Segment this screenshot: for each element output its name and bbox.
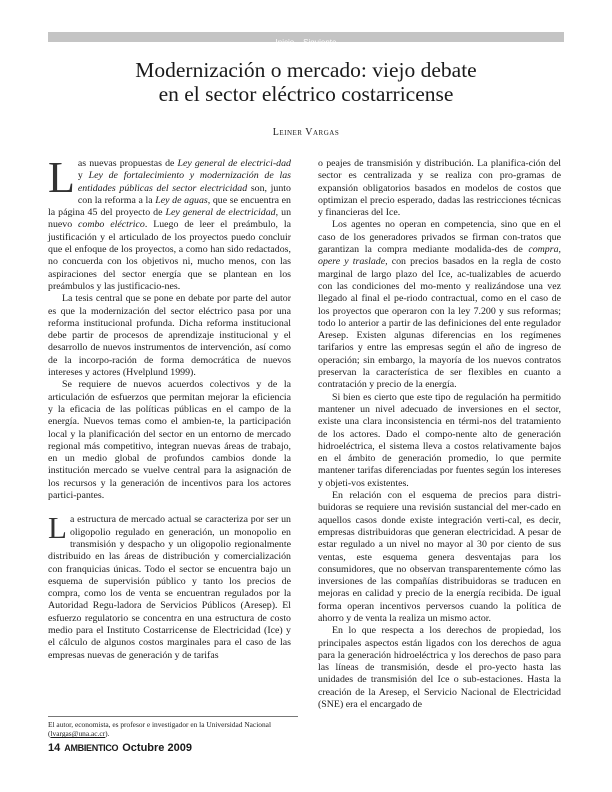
page-footer bbox=[48, 742, 248, 754]
law-title: Ley de fortalecimiento y modernización de las entidades públicas del sector electricidad bbox=[77, 170, 291, 194]
paragraph: La tesis central que se pone en debate por parte del autor es que la modernización del sector eléctrico pasa por una reforma institucional profunda. Dicha reforma institucional debe partir de procesos de aprendizaje institucional y el desarrollo de nuevos instrumentos de intervención, así como de la incorpo-ración de forma democrática de nuevos intereses y actores (Hvelplund 1999). bbox=[48, 293, 291, 379]
text: . Luego de leer el preámbulo, la justificación y el articulado de los proyectos puedo concluir que el enfoque de los proyectos, a como han sido redactados, no concuerda con los objetivos ni, mucho menos, con las aspiraciones del sector energía que se plantean en los preámbulos y las justificacio-nes. bbox=[48, 219, 291, 292]
text: , que se encuentra en la página 45 del proyecto de bbox=[48, 194, 291, 219]
paragraph: Se requiere de nuevos acuerdos colectivos y de la articulación de esfuerzos que permitan mejorar la eficiencia y la eficacia de las políticas públicas en el campo de la energía. Nuevos temas como el ambien-te, la participación local y la planificación del sector en un entorno de mercado regional más competitivo, integran nuevas áreas de trabajo, en un medio global de profundos cambios donde la institución mercado se vuelve central para la asignación de los recursos y la generación de incentivos para los actores partici-pantes. bbox=[48, 379, 291, 502]
nav-links[interactable]: Inicio – Siguiente bbox=[275, 38, 337, 47]
author-footnote bbox=[48, 716, 298, 739]
article-author: Leiner Vargas bbox=[272, 127, 340, 138]
footnote-text: ). bbox=[105, 729, 110, 739]
paragraph: En relación con el esquema de precios para distri-buidoras se requiere una revisión sustancial del mer-cado en aquellos casos donde existe integración verti-cal, es decir, empresas distribuidoras que generan electricidad. A pesar de estar regulado a un nivel no mayor al 30 por ciento de sus ventas, este esquema genera desventajas para los consumidores, que no observan transparentemente cómo las inversiones de las compañías distribuidoras se traducen en mejoras en calidad y precio de la energía recibida. De igual forma operan incentivos perversos cuando la política de ahorro y de venta la realiza un mismo actor. bbox=[318, 490, 561, 624]
author-email-link[interactable]: lvargas@una.ac.cr bbox=[50, 729, 106, 739]
law-title: Ley general de electrici-dad bbox=[177, 158, 291, 169]
issue-date: Octubre 2009 bbox=[122, 742, 192, 754]
text: son, junto con la reforma a la bbox=[77, 182, 291, 206]
law-title: Ley de aguas bbox=[155, 194, 208, 206]
text: , un nuevo bbox=[48, 207, 292, 231]
text: , con precios basados en la regla de costo marginal de largo plazo del Ice, ac-tualizables de acuerdo con las condiciones del mo-mento y realizándose una vez llegado al final el pe-riodo contractual, como en el caso de los proyectos que operaron con la ley 7.200 y sus reformas; todo lo anterior a partir de las definiciones del ente regulador Aresep. Existen algunas diferencias en los regímenes tarifarios y entre las empresas según el año de ingreso de operación; sin embargo, la mayoría de los nuevos contratos preservan la característica de ser flexibles en cuanto a contratación y precio de la energía. bbox=[318, 256, 561, 391]
title-line-2: en el sector eléctrico costarricense bbox=[158, 82, 454, 106]
paragraph bbox=[48, 153, 292, 293]
footnote-text: El autor, economista, es profesor e investigador en la Universidad Nacional ( bbox=[48, 720, 271, 739]
emphasis: compra, opere y traslade bbox=[318, 244, 561, 268]
right-column bbox=[318, 158, 561, 711]
left-column bbox=[48, 153, 292, 662]
drop-cap: L bbox=[48, 153, 75, 202]
paragraph bbox=[48, 510, 291, 662]
text: Los agentes no operan en competencia, sino que en el caso de los generadores privados se firman con-tratos que garantizan la compra mediante modalida-des de bbox=[318, 219, 561, 256]
paragraph: En lo que respecta a los derechos de propiedad, los principales aspectos están ligados con los derechos de agua para la generación hidroeléctrica y los derechos de paso para las líneas de transmisión, desde el pro-yecto hasta las unidades de transmisión del Ice o sub-estaciones. Hasta la creación de la Aresep, el Servicio Nacional de Electricidad (SNE) era el encargado de bbox=[318, 625, 561, 711]
text: y bbox=[77, 170, 89, 182]
text: as nuevas propuestas de bbox=[77, 158, 178, 169]
article-title bbox=[60, 58, 552, 106]
drop-cap: L bbox=[48, 510, 67, 546]
title-line-1: Modernización o mercado: viejo debate bbox=[135, 58, 477, 82]
paragraph bbox=[318, 219, 561, 391]
top-navigation-bar bbox=[48, 32, 564, 47]
page-number: 14 bbox=[48, 742, 61, 754]
paragraph: o peajes de transmisión y distribución. La planifica-ción del sector es centralizada y se realiza con pro-gramas de expansión obligatorios basados en modelos de costos que optimizan el precio esperado, dadas las restricciones técnicas y financieras del Ice. bbox=[318, 158, 561, 219]
paragraph: Si bien es cierto que este tipo de regulación ha permitido mantener un nivel adecuado de inversiones en el sector, existe una clara inconsistencia en térmi-nos del tratamiento de los actores. Dado el compo-nente alto de generación hidroeléctrica, el sistema lleva a costos relativamente bajos en el ámbito de generación promedio, lo que permite mantener tarifas diferenciadas por fuentes según los intereses y objeti-vos existentes. bbox=[318, 391, 561, 489]
text: a estructura de mercado actual se caracteriza por ser un oligopolio regulado en generación, un monopolio en transmisión y despacho y un oligopolio regionalmente distribuido en las áreas de distribución y comercialización con franquicias únicas. Todo el sector se encuentra bajo un esquema de supervisión público y tanto los precios de compra, como los de venta se encuentran regulados por la Autoridad Regu-ladora de Servicios Públicos (Aresep). El esfuerzo regulatorio se concentra en una estructura de costo medio para el Instituto Costarricense de Electricidad (Ice) y el cálculo de algunos costos marginales para el caso de las empresas nuevas de generación y de tarifas bbox=[48, 514, 291, 661]
emphasis: combo eléctrico bbox=[78, 219, 145, 231]
law-title: Ley general de electricidad bbox=[165, 207, 276, 219]
magazine-logo: AMBIENTICO bbox=[64, 743, 119, 753]
